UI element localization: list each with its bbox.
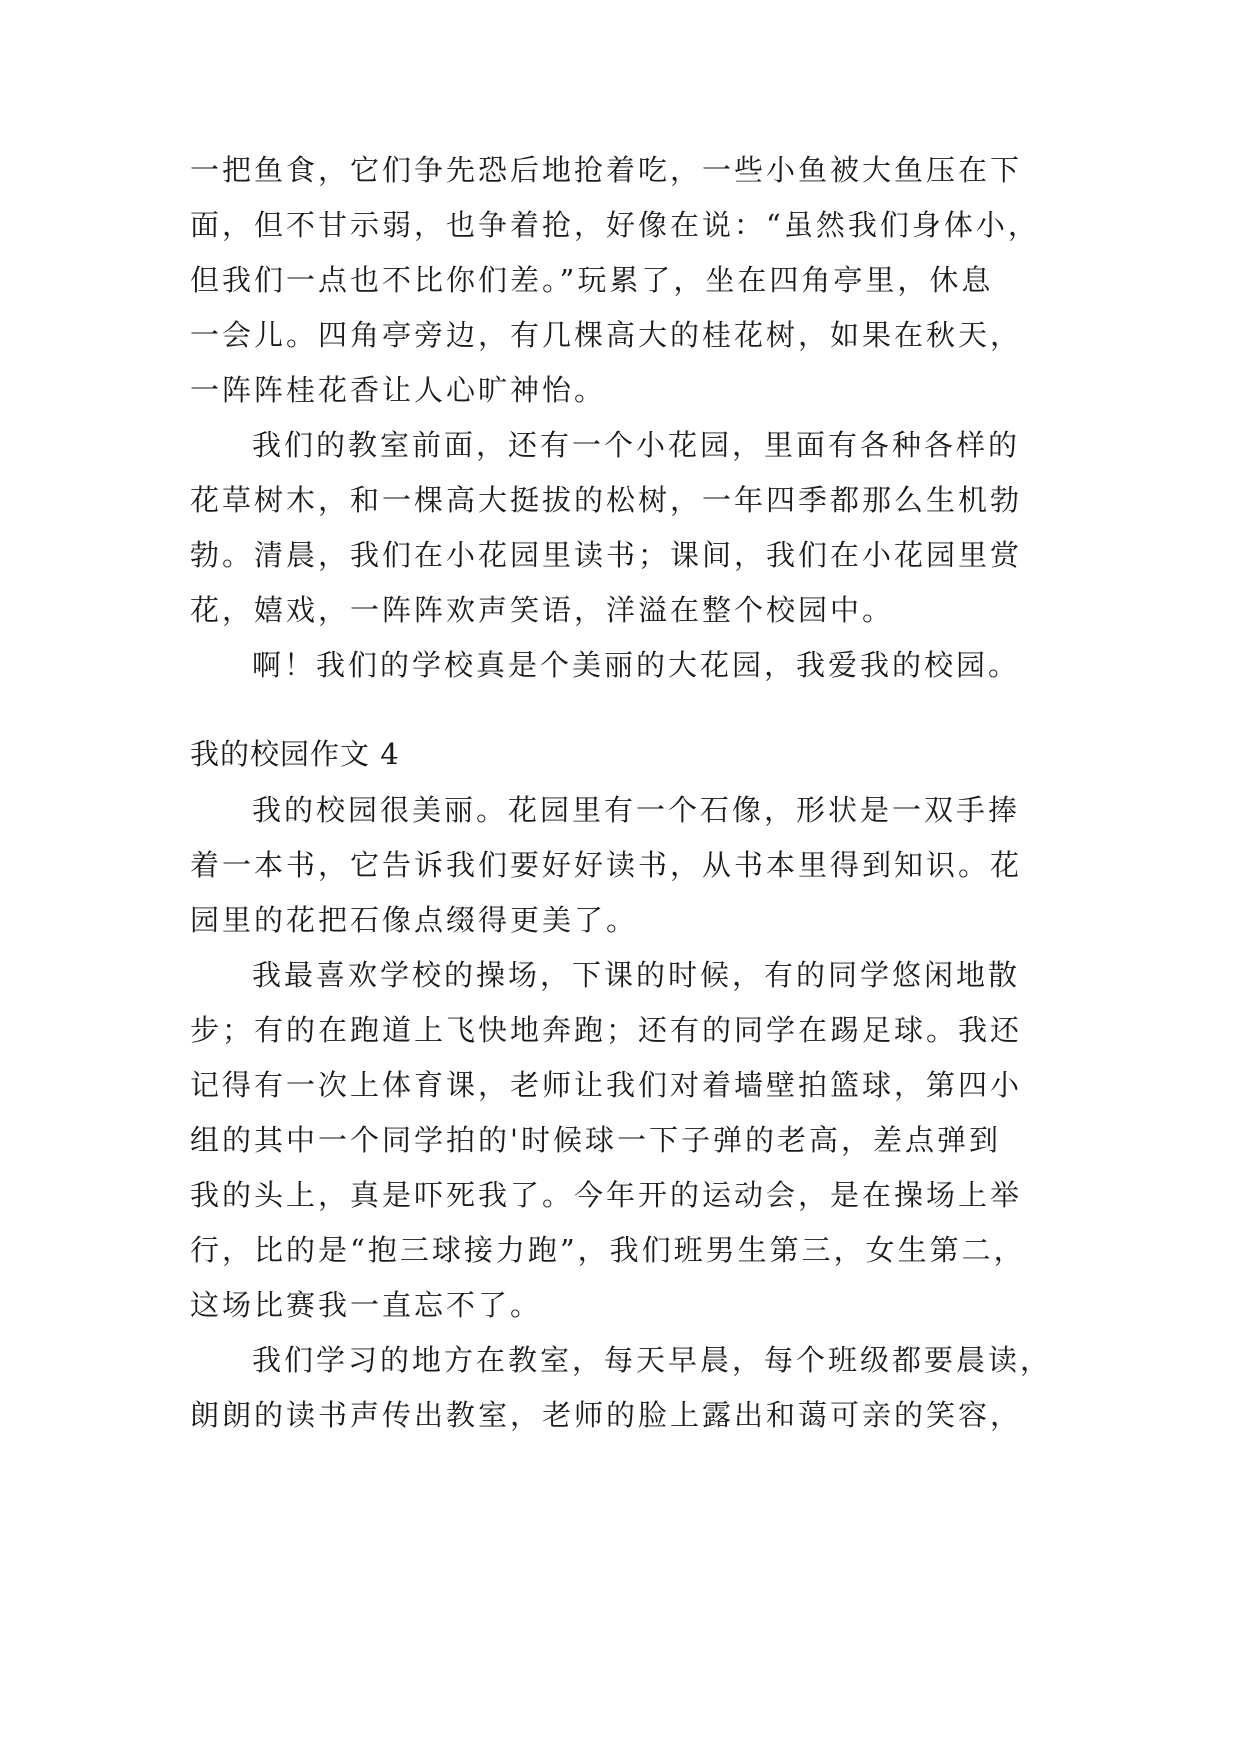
paragraph-start-line: 我们的教室前面，还有一个小花园，里面有各种各样的 (252, 428, 1021, 462)
text-line: 组的其中一个同学拍的'时候球一下子弹的老高，差点弹到 (190, 1123, 1001, 1157)
paragraph-start-line: 我最喜欢学校的操场，下课的时候，有的同学悠闲地散 (252, 958, 1021, 992)
text-line: 一阵阵桂花香让人心旷神怡。 (190, 373, 607, 407)
text-line: 着一本书，它告诉我们要好好读书，从书本里得到知识。花 (190, 848, 1023, 882)
text-line: 朗朗的读书声传出教室，老师的脸上露出和蔼可亲的笑容， (190, 1398, 1023, 1432)
text-line: 行，比的是“抱三球接力跑”，我们班男生第三，女生第二， (190, 1233, 1026, 1267)
text-line: 勃。清晨，我们在小花园里读书；课间，我们在小花园里赏 (190, 538, 1023, 572)
text-line: 但我们一点也不比你们差。”玩累了，坐在四角亭里，休息 (190, 263, 994, 297)
text-line: 记得有一次上体育课，老师让我们对着墙壁拍篮球，第四小 (190, 1068, 1023, 1102)
text-line: 步；有的在跑道上飞快地奔跑；还有的同学在踢足球。我还 (190, 1013, 1023, 1047)
text-line: 这场比赛我一直忘不了。 (190, 1288, 543, 1322)
text-line: 一会儿。四角亭旁边，有几棵高大的桂花树，如果在秋天， (190, 318, 1023, 352)
section-title: 我的校园作文 4 (190, 737, 400, 771)
paragraph-start-line: 我们学习的地方在教室，每天早晨，每个班级都要晨读， (252, 1343, 1053, 1377)
text-line: 一把鱼食，它们争先恐后地抢着吃，一些小鱼被大鱼压在下 (190, 153, 1023, 187)
text-line: 我的头上，真是吓死我了。今年开的运动会，是在操场上举 (190, 1178, 1023, 1212)
paragraph-start-line: 啊！我们的学校真是个美丽的大花园，我爱我的校园。 (252, 648, 1021, 682)
text-line: 面，但不甘示弱，也争着抢，好像在说：“虽然我们身体小， (190, 208, 1040, 242)
text-line: 花草树木，和一棵高大挺拔的松树，一年四季都那么生机勃 (190, 483, 1023, 517)
text-line: 园里的花把石像点缀得更美了。 (190, 903, 639, 937)
paragraph-start-line: 我的校园很美丽。花园里有一个石像，形状是一双手捧 (252, 793, 1021, 827)
text-line: 花，嬉戏，一阵阵欢声笑语，洋溢在整个校园中。 (190, 593, 895, 627)
